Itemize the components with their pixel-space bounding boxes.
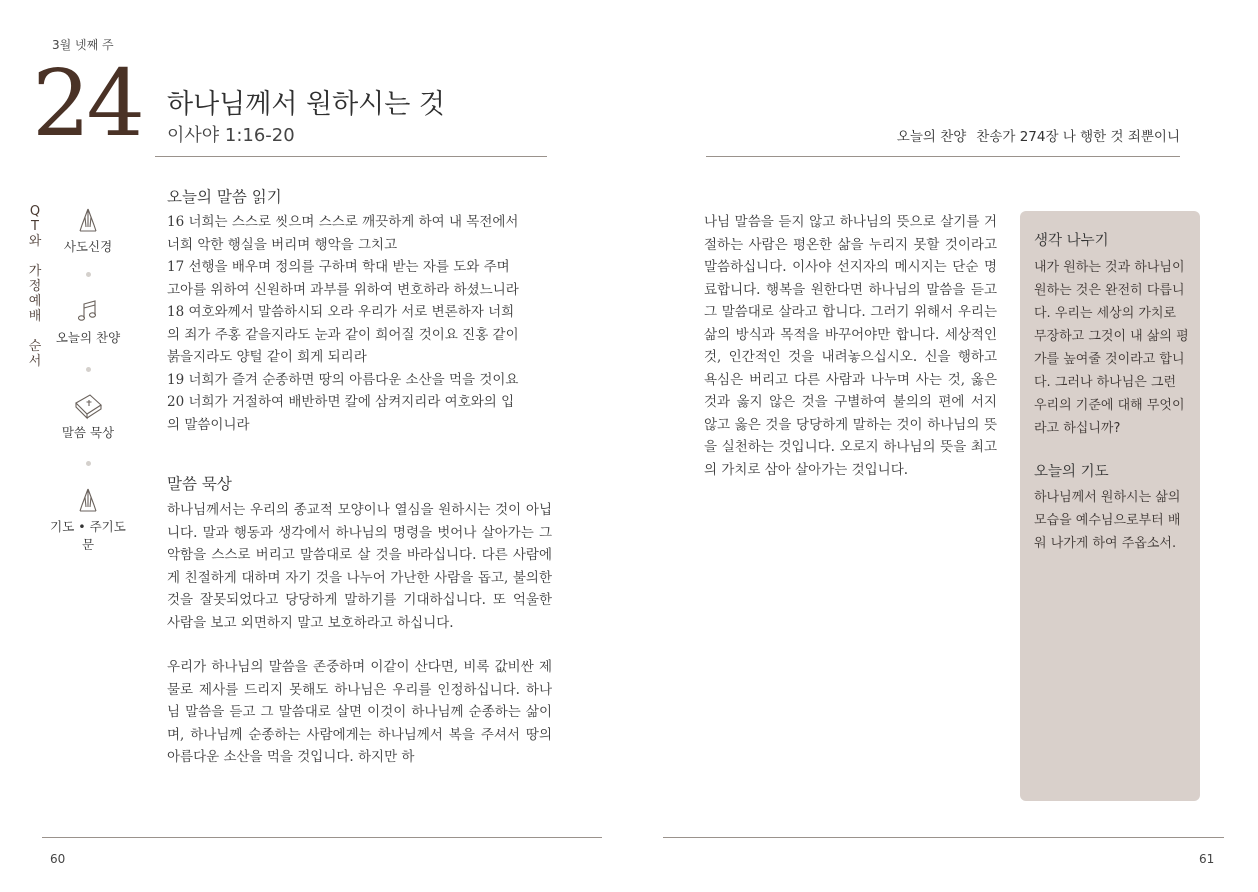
prayer-heading: 오늘의 기도 [1034, 464, 1109, 480]
sidebar-item-label: 사도신경 [63, 239, 113, 254]
scripture-verses [167, 211, 552, 436]
sidebar-item-prayer [48, 485, 128, 553]
verse-line: 18 여호와께서 말씀하시되 오라 우리가 서로 변론하자 너희 [167, 304, 515, 320]
footer-divider-right [663, 837, 1224, 838]
hymn-line [897, 125, 1180, 145]
day-number: 24 [32, 50, 142, 157]
verse-line: 17 선행을 배우며 정의를 구하며 학대 받는 자를 도와 주며 [167, 259, 510, 275]
page-title: 하나님께서 원하시는 것 [167, 89, 445, 120]
sidebar-item-hymn [48, 296, 128, 346]
sidebar-item-creed [48, 205, 128, 255]
verse-line: 의 말씀이니라 [167, 416, 250, 433]
verse-line: 너희 악한 행실을 버리며 행악을 그치고 [167, 236, 398, 253]
music-note-icon [73, 296, 103, 326]
sidebar-item-meditation [48, 391, 128, 441]
sidebar-item-label: 기도 • 주기도문 [50, 519, 126, 552]
sharing-heading: 생각 나누기 [1034, 233, 1109, 249]
sidebar-item-label: 오늘의 찬양 [55, 330, 121, 345]
divider-dot [86, 367, 91, 372]
verse-line: 고아를 위하여 신원하며 과부를 위하여 변호하라 하셨느니라 [167, 281, 519, 298]
bible-icon [72, 391, 104, 421]
meditation-heading: 말씀 묵상 [167, 475, 232, 493]
qt-vertical-label: Q T 와 가 정 예 배 순 서 [28, 204, 42, 369]
footer-divider-left [42, 837, 602, 838]
week-label: 3월 넷째 주 [52, 38, 114, 52]
sharing-text: 내가 원하는 것과 하나님이 원하는 것은 완전히 다릅니다. 우리는 세상의 가치로 무장하고 그것이 내 삶의 평가를 높여줄 것이라고 합니다. 그러나 하나님은 그런 우리의 기준에 대해 무엇이라고 하십니까? [1034, 260, 1189, 436]
page-number-right: 61 [1199, 852, 1215, 866]
meditation-continuation: 나님 말씀을 듣지 않고 하나님의 뜻으로 살기를 거절하는 사람은 평온한 삶을 누리지 못할 것이라고 말씀하십니다. 이사야 선지자의 메시지는 단순 명료합니다. 행복을 원한다면 하나님의 말씀을 듣고 그 말씀대로 살라고 합니다. 그러기 위해서 우리는 삶의 방식과 목적을 바꾸어야만 합니다. 세상적인 것, 인간적인 것을 내려놓으십시오. 신을 행하고 욕심은 버리고 다른 사람과 나누며 사는 것, 옳은 것과 옳지 않은 것을 구별하여 불의의 편에 서지 않고 옳은 것을 당당하게 말하는 것이 하나님의 뜻을 실천하는 것입니다. 오로지 하나님의 뜻을 최고의 가치로 삼아 살아가는 것입니다. [704, 214, 997, 478]
meditation-body [167, 499, 552, 791]
verse-line: 의 죄가 주홍 같을지라도 눈과 같이 희어질 것이요 진홍 같이 [167, 326, 519, 343]
verse-line: 16 너희는 스스로 씻으며 스스로 깨끗하게 하여 내 목전에서 [167, 214, 519, 230]
verse-line: 19 너희가 즐겨 순종하면 땅의 아름다운 소산을 먹을 것이요 [167, 371, 519, 388]
prayer-text: 하나님께서 원하시는 삶의 모습을 예수님으로부터 배워 나가게 하여 주옵소서. [1034, 490, 1181, 551]
meditation-paragraph: 우리가 하나님의 말씀을 존중하며 이같이 산다면, 비록 값비싼 제물로 제사를 드리지 못해도 하나님은 우리를 인정하십니다. 하나님 말씀을 듣고 그 말씀대로 살면 이것이 하나님께 순종하는 삶이며, 하나님께 순종하는 사람에게는 하나님께서 복을 주셔서 땅의 아름다운 소산을 먹을 것입니다. 하지만 하 [167, 659, 552, 765]
verse-line: 붉을지라도 양털 같이 희게 되리라 [167, 349, 367, 365]
sidebar-item-label: 말씀 묵상 [61, 425, 115, 440]
divider-dot [86, 461, 91, 466]
reading-heading: 오늘의 말씀 읽기 [167, 188, 282, 206]
reflection-box [1020, 211, 1200, 801]
praying-hands-icon [73, 485, 103, 515]
page-number-left: 60 [50, 852, 66, 866]
hymn-title: 찬송가 274장 나 행한 것 죄뿐이니 [976, 129, 1180, 145]
verse-line: 20 너희가 거절하여 배반하면 칼에 삼켜지리라 여호와의 입 [167, 394, 515, 410]
scripture-reference: 이사야 1:16-20 [167, 125, 295, 146]
hymn-divider [706, 156, 1180, 157]
praying-hands-icon [73, 205, 103, 235]
divider-dot [86, 272, 91, 277]
title-divider [155, 156, 547, 157]
meditation-paragraph: 하나님께서는 우리의 종교적 모양이나 열심을 원하시는 것이 아닙니다. 말과 행동과 생각에서 하나님의 명령을 벗어나 살아가는 그 악함을 스스로 버리고 말씀대로 살 것을 바라십니다. 다른 사람에게 친절하게 대하며 자기 것을 나누어 가난한 사람을 돕고, 불의한 것을 잘못되었다고 당당하게 말하기를 기대하십니다. 또 억울한 사람을 보고 외면하지 말고 보호하라고 하십니다. [167, 502, 552, 631]
hymn-label: 오늘의 찬양 [896, 129, 967, 145]
